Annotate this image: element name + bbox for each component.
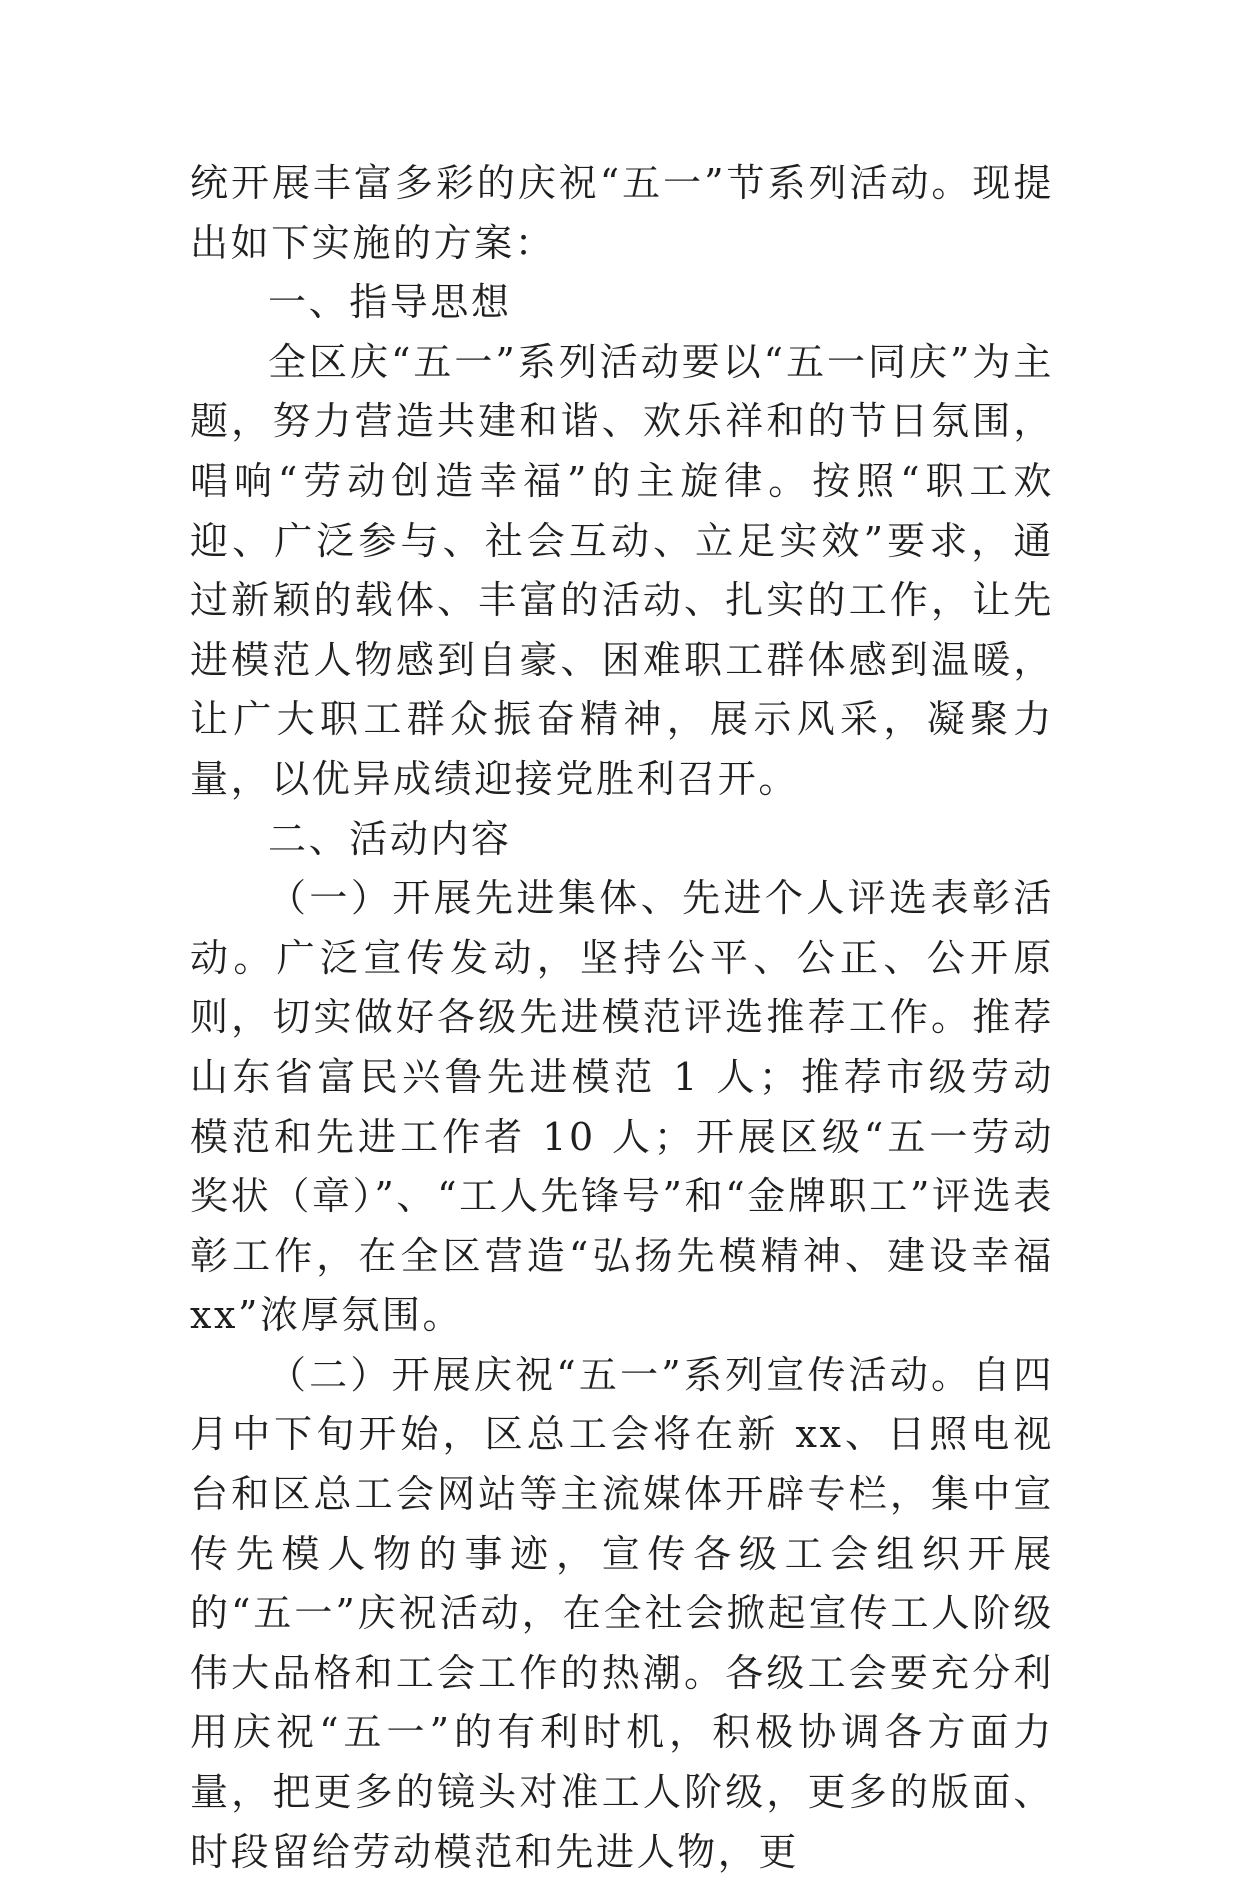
paragraph-guiding-ideology: 全区庆“五一”系列活动要以“五一同庆”为主题，努力营造共建和谐、欢乐祥和的节日氛围，唱响“劳动创造幸福”的主旋律。按照“职工欢迎、广泛参与、社会互动、立足实效”要求，通过新颖的载体、丰富的活动、扎实的工作，让先进模范人物感到自豪、困难职工群体感到温暖，让广大职工群众振奋精神，展示风采，凝聚力量，以优异成绩迎接党胜利召开。 (190, 339, 1054, 801)
heading-activity-content: 二、活动内容 (268, 816, 512, 861)
document-body (190, 154, 1054, 1882)
heading-guiding-ideology: 一、指导思想 (268, 280, 512, 325)
paragraph-intro-continuation: 统开展丰富多彩的庆祝“五一”节系列活动。现提出如下实施的方案： (190, 161, 1054, 265)
paragraph-commendation-activity: （一）开展先进集体、先进个人评选表彰活动。广泛宣传发动，坚持公平、公正、公开原则，切实做好各级先进模范评选推荐工作。推荐山东省富民兴鲁先进模范 1 人；推荐市级劳动模范和先进工作者 10 人；开展区级“五一劳动奖状（章）”、“工人先锋号”和“金牌职工”评选表彰工作，在全区营造“弘扬先模精神、建设幸福 xx”浓厚氛围。 (190, 876, 1054, 1338)
paragraph-publicity-activity: （二）开展庆祝“五一”系列宣传活动。自四月中下旬开始，区总工会将在新 xx、日照电视台和区总工会网站等主流媒体开辟专栏，集中宣传先模人物的事迹，宣传各级工会组织开展的“五一”庆祝活动，在全社会掀起宣传工人阶级伟大品格和工会工作的热潮。各级工会要充分利用庆祝“五一”的有利时机，积极协调各方面力量，把更多的镜头对准工人阶级，更多的版面、时段留给劳动模范和先进人物，更 (190, 1352, 1054, 1874)
